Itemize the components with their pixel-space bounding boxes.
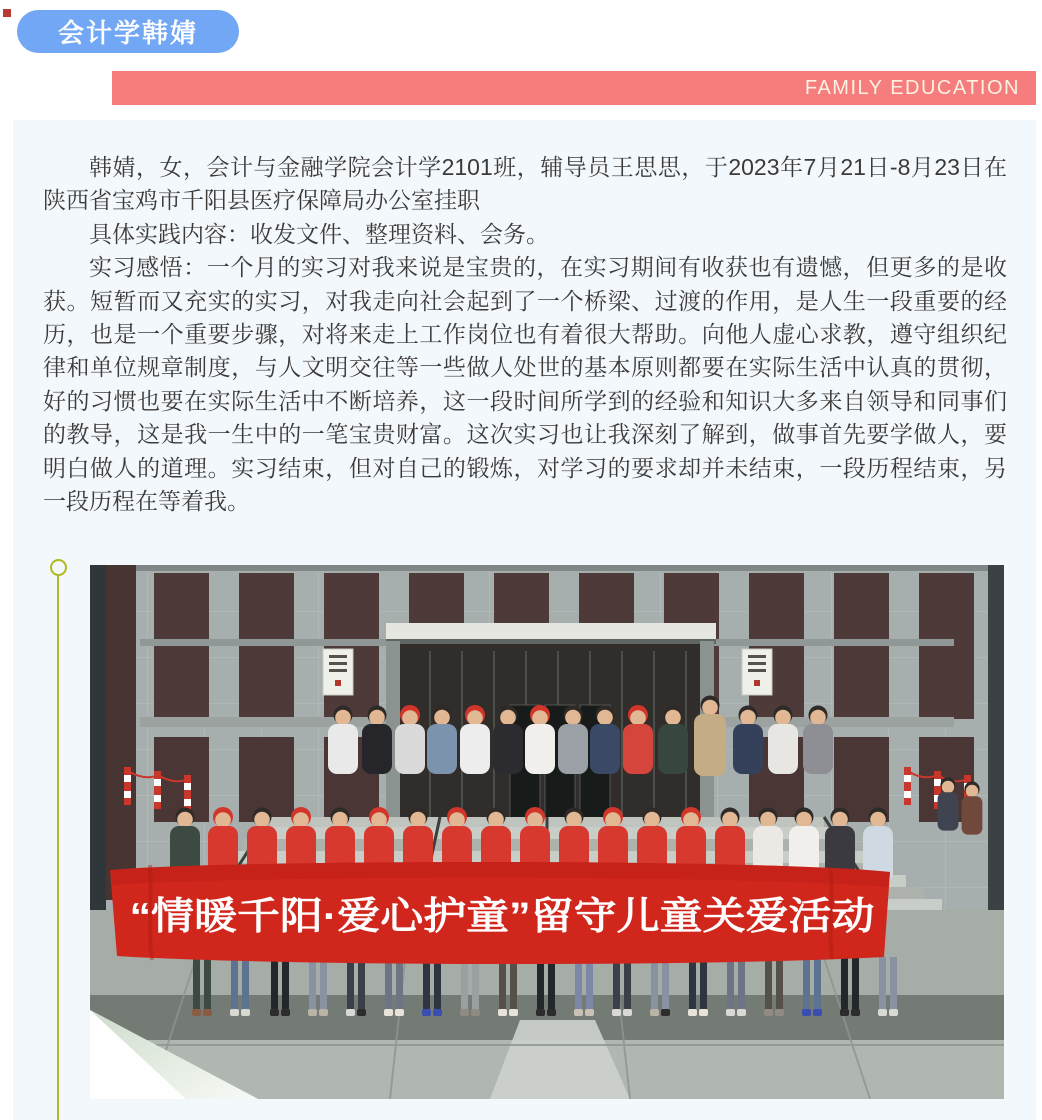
activity-banner bbox=[110, 862, 890, 964]
group-photo bbox=[90, 565, 1004, 1099]
family-education-label: FAMILY EDUCATION bbox=[804, 76, 1020, 99]
family-education-banner bbox=[112, 71, 1036, 105]
corner-marker bbox=[3, 9, 11, 17]
paragraph-tasks: 具体实践内容：收发文件、整理资料、会务。 bbox=[89, 220, 549, 247]
section-title-label: 会计学韩婧 bbox=[57, 18, 198, 48]
article-body bbox=[43, 151, 1007, 518]
paragraph-reflection: 实习感悟：一个月的实习对我来说是宝贵的，在实习期间有收获也有遗憾，但更多的是收获。短暂而又充实的实习，对我走向社会起到了一个桥梁、过渡的作用，是人生一段重要的经历，也是一个重要步骤，对将来走上工作岗位也有着很大帮助。向他人虚心求教，遵守组织纪律和单位规章制度，与人文明交往等一些做人处世的基本原则都要在实际生活中认真的贯彻，好的习惯也要在实际生活中不断培养，这一段时间所学到的经验和知识大多来自领导和同事们的教导，这是我一生中的一笔宝贵财富。这次实习也让我深刻了解到，做事首先要学做人，要明白做人的道理。实习结束，但对自己的锻炼，对学习的要求却并未结束，一段历程结束，另一段历程在等着我。 bbox=[43, 254, 1007, 515]
section-title-badge bbox=[17, 10, 239, 53]
paragraph-intro: 韩婧，女，会计与金融学院会计学2101班，辅导员王思思，于2023年7月21日-8月23日在陕西省宝鸡市千阳县医疗保障局办公室挂职 bbox=[43, 154, 1007, 214]
photo-banner-text: “情暖千阳·爱心护童”留守儿童关爱活动 bbox=[129, 896, 875, 938]
decorative-line bbox=[57, 574, 59, 1120]
